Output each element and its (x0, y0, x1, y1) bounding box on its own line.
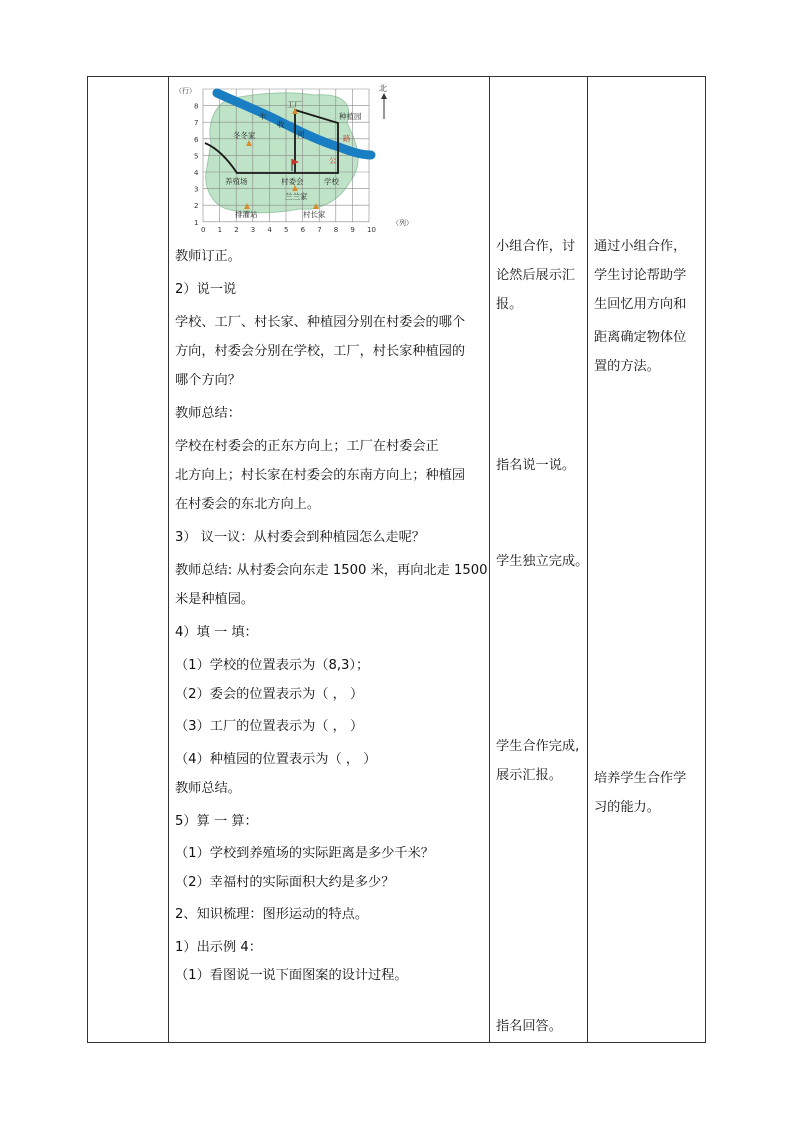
label-station: 排灌站 (235, 210, 258, 219)
x-tick-label: 2 (234, 225, 239, 234)
svg-text:北: 北 (379, 84, 387, 93)
x-tick-label: 9 (350, 225, 355, 234)
y-tick-label: 4 (194, 169, 199, 177)
label-planting: 种植园 (339, 112, 362, 121)
content-line: 教师总结: 从村委会向东走 1500 米，再向北走 1500 (175, 563, 488, 578)
col-unit-label: （列） (392, 219, 413, 227)
label-road-2: 公 (329, 156, 337, 165)
x-tick-label: 3 (250, 225, 256, 234)
content-line: 教师订正。 (175, 249, 241, 264)
label-river-3: 河 (297, 130, 305, 139)
x-tick-label: 8 (333, 225, 339, 234)
content-line: 5）算 一 算： (175, 814, 258, 829)
goal-line: 生回忆用方向和 (594, 297, 687, 312)
design-intent-cell (588, 77, 706, 1042)
y-tick-label: 2 (194, 202, 199, 211)
content-line: 2）说一说 (175, 282, 237, 297)
x-tick-label: 10 (367, 225, 376, 234)
y-tick-label: 1 (194, 218, 199, 227)
content-line: 教师总结： (175, 406, 241, 421)
content-line: 3） 议一议：从村委会到种植园怎么走呢？ (175, 530, 425, 545)
activity-line: 学生独立完成。 (496, 554, 589, 569)
x-tick-label: 5 (284, 225, 289, 234)
content-line: 学校在村委会的正东方向上；工厂在村委会正 (175, 439, 439, 454)
activity-line: 指名说一说。 (496, 458, 576, 473)
y-tick-label: 6 (194, 135, 199, 144)
activity-line: 指名回答。 (496, 1019, 562, 1034)
content-line: （2）幸福村的实际面积大约是多少？ (175, 875, 395, 890)
village-land (206, 93, 358, 213)
label-lanlan: 兰兰家 (285, 192, 308, 201)
goal-line: 习的能力。 (594, 800, 660, 815)
content-line: 教师总结。 (175, 781, 241, 796)
label-river-1: 丰 (259, 112, 267, 121)
content-line: （2）委会的位置表示为（ ， ） (175, 687, 364, 702)
content-line: 方向，村委会分别在学校，工厂，村长家种植园的 (175, 344, 466, 359)
goal-line: 通过小组合作， (594, 239, 687, 254)
activity-line: 论然后展示汇 (496, 268, 576, 283)
goal-line: 置的方法。 (594, 359, 660, 374)
activity-line: 学生合作完成, (496, 739, 580, 754)
x-tick-label: 4 (267, 225, 272, 234)
content-line: 在村委会的东北方向上。 (175, 497, 321, 512)
content-line: （1）看图说一说下面图案的设计过程。 (175, 968, 408, 983)
content-line: （1）学校到养殖场的实际距离是多少千米？ (175, 846, 434, 861)
y-tick-label: 8 (194, 102, 199, 111)
content-line: 学校、工厂、村长家、种植园分别在村委会的哪个 (175, 315, 466, 330)
village-map (175, 83, 509, 234)
goal-line: 学生讨论帮助学 (594, 268, 687, 283)
label-school: 学校 (324, 177, 339, 186)
label-farm: 养殖场 (225, 177, 248, 186)
content-line: 1）出示例 4： (175, 940, 262, 955)
north-arrow (379, 83, 387, 119)
teaching-content-cell (169, 77, 490, 1042)
goal-line: 培养学生合作学 (594, 771, 687, 786)
x-tick-label: 7 (317, 225, 322, 234)
label-dongdong: 冬冬家 (233, 131, 256, 140)
row-unit-label: （行） (175, 87, 196, 95)
activity-line: 小组合作，讨 (496, 239, 576, 254)
x-tick-label: 6 (300, 225, 306, 234)
content-line: 2、知识梳理：图形运动的特点。 (175, 907, 369, 922)
label-road: 路 (343, 134, 351, 143)
label-river-2: 收 (277, 120, 285, 129)
x-tick-label: 1 (217, 225, 223, 234)
content-line: 4）填 一 填： (175, 625, 258, 640)
goal-line: 距离确定物体位 (594, 330, 687, 345)
content-line: 米是种植园。 (175, 592, 255, 607)
label-committee: 村委会 (281, 177, 304, 186)
label-factory: 工厂 (287, 100, 302, 109)
label-chief: 村长家 (303, 210, 326, 219)
y-tick-label: 7 (194, 119, 199, 128)
y-tick-label: 5 (194, 152, 199, 161)
content-line: 哪个方向？ (175, 373, 241, 388)
y-tick-label: 3 (194, 185, 199, 194)
content-line: （1）学校的位置表示为（8,3）； (175, 658, 370, 673)
activity-line: 展示汇报。 (496, 768, 562, 783)
x-tick-label: 0 (201, 225, 206, 234)
content-line: （4）种植园的位置表示为（ ， ） (175, 752, 377, 767)
activity-line: 报。 (496, 297, 523, 312)
lesson-plan-table (87, 76, 706, 1043)
content-line: （3）工厂的位置表示为（ ， ） (175, 719, 364, 734)
student-activity-cell (490, 77, 588, 1042)
content-line: 北方向上；村长家在村委会的东南方向上；种植园 (175, 468, 466, 483)
